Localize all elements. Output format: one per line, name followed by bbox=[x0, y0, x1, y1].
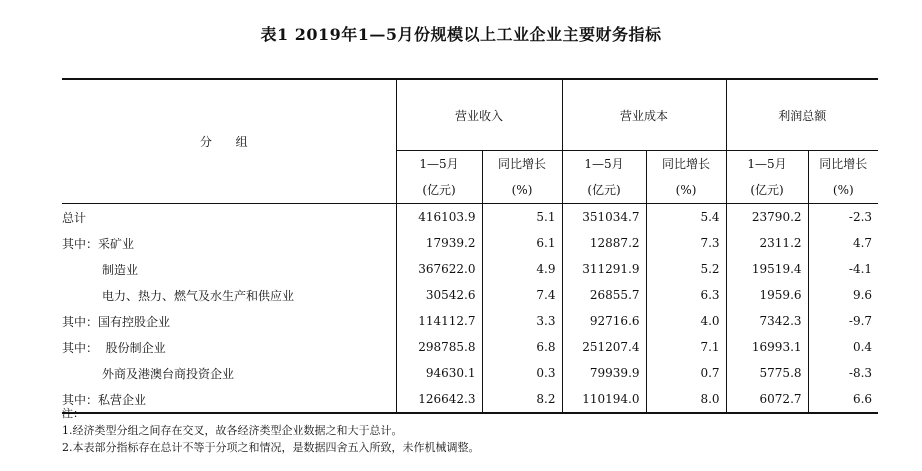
cell-value: -2.3 bbox=[808, 204, 878, 231]
row-label: 电力、热力、燃气及水生产和供应业 bbox=[102, 288, 295, 303]
row-label: 其中：私营企业 bbox=[62, 386, 396, 413]
cell-value: 4.9 bbox=[482, 256, 562, 282]
cell-value: 12887.2 bbox=[562, 230, 646, 256]
cell-value: 114112.7 bbox=[396, 308, 482, 334]
cell-value: 92716.6 bbox=[562, 308, 646, 334]
cell-value: 2311.2 bbox=[726, 230, 808, 256]
cell-value: 6072.7 bbox=[726, 386, 808, 413]
cost-growth-header: 同比增长 (%) bbox=[646, 151, 726, 204]
note-item: 1.经济类型分组之间存在交叉，故各经济类型企业数据之和大于总计。 bbox=[62, 424, 403, 437]
cell-value: 1959.6 bbox=[726, 282, 808, 308]
cost-period-header: 1—5月 (亿元) bbox=[562, 151, 646, 204]
revenue-growth-header: 同比增长 (%) bbox=[482, 151, 562, 204]
cell-value: 110194.0 bbox=[562, 386, 646, 413]
cell-value: 6.1 bbox=[482, 230, 562, 256]
row-label: 其中： 股份制企业 bbox=[62, 340, 166, 355]
cell-value: 9.6 bbox=[808, 282, 878, 308]
revenue-period-header: 1—5月 (亿元) bbox=[396, 151, 482, 204]
cell-value: 16993.1 bbox=[726, 334, 808, 360]
table-row bbox=[62, 204, 878, 231]
table-notes bbox=[62, 405, 480, 456]
profit-period-header: 1—5月 (亿元) bbox=[726, 151, 808, 204]
cell-value: 0.3 bbox=[482, 360, 562, 386]
cell-value: 94630.1 bbox=[396, 360, 482, 386]
cell-value: 23790.2 bbox=[726, 204, 808, 231]
cell-value: 4.7 bbox=[808, 230, 878, 256]
table-row bbox=[62, 282, 878, 308]
financial-indicators-table bbox=[62, 78, 878, 414]
cell-value: 7.4 bbox=[482, 282, 562, 308]
cell-value: 367622.0 bbox=[396, 256, 482, 282]
cell-value: 0.4 bbox=[808, 334, 878, 360]
row-label: 制造业 bbox=[102, 262, 139, 277]
cell-value: 416103.9 bbox=[396, 204, 482, 231]
row-label: 其中：国有控股企业 bbox=[62, 314, 171, 329]
cell-value: 3.3 bbox=[482, 308, 562, 334]
cell-value: -4.1 bbox=[808, 256, 878, 282]
cell-value: 17939.2 bbox=[396, 230, 482, 256]
cell-value: 5.1 bbox=[482, 204, 562, 231]
cell-value: 298785.8 bbox=[396, 334, 482, 360]
cell-value: -8.3 bbox=[808, 360, 878, 386]
cell-value: 5.2 bbox=[646, 256, 726, 282]
notes-heading: 注： bbox=[62, 407, 84, 420]
cell-value: 311291.9 bbox=[562, 256, 646, 282]
table-row bbox=[62, 256, 878, 282]
row-label: 总计 bbox=[62, 210, 87, 225]
cell-value: 26855.7 bbox=[562, 282, 646, 308]
cell-value: 30542.6 bbox=[396, 282, 482, 308]
cell-value: 6.8 bbox=[482, 334, 562, 360]
cell-value: 7.3 bbox=[646, 230, 726, 256]
table-title: 表1 2019年1—5月份规模以上工业企业主要财务指标 bbox=[260, 25, 662, 44]
cell-value: 251207.4 bbox=[562, 334, 646, 360]
cell-value: -9.7 bbox=[808, 308, 878, 334]
profit-growth-header: 同比增长 (%) bbox=[808, 151, 878, 204]
cost-header: 营业成本 bbox=[562, 79, 726, 151]
profit-header: 利润总额 bbox=[726, 79, 878, 151]
cell-value: 0.7 bbox=[646, 360, 726, 386]
cell-value: 7.1 bbox=[646, 334, 726, 360]
cell-value: 6.3 bbox=[646, 282, 726, 308]
revenue-header: 营业收入 bbox=[396, 79, 562, 151]
cell-value: 5.4 bbox=[646, 204, 726, 231]
cell-value: 8.0 bbox=[646, 386, 726, 413]
cell-value: 5775.8 bbox=[726, 360, 808, 386]
cell-value: 19519.4 bbox=[726, 256, 808, 282]
group-column-header: 分 组 bbox=[62, 79, 396, 204]
table-row bbox=[62, 308, 878, 334]
table-row bbox=[62, 230, 878, 256]
table-row bbox=[62, 334, 878, 360]
cell-value: 7342.3 bbox=[726, 308, 808, 334]
cell-value: 8.2 bbox=[482, 386, 562, 413]
cell-value: 4.0 bbox=[646, 308, 726, 334]
row-label: 其中：采矿业 bbox=[62, 236, 135, 251]
cell-value: 126642.3 bbox=[396, 386, 482, 413]
note-item: 2.本表部分指标存在总计不等于分项之和情况，是数据四舍五入所致，未作机械调整。 bbox=[62, 441, 480, 454]
cell-value: 79939.9 bbox=[562, 360, 646, 386]
table-row bbox=[62, 360, 878, 386]
cell-value: 351034.7 bbox=[562, 204, 646, 231]
row-label: 外商及港澳台商投资企业 bbox=[102, 366, 235, 381]
cell-value: 6.6 bbox=[808, 386, 878, 413]
